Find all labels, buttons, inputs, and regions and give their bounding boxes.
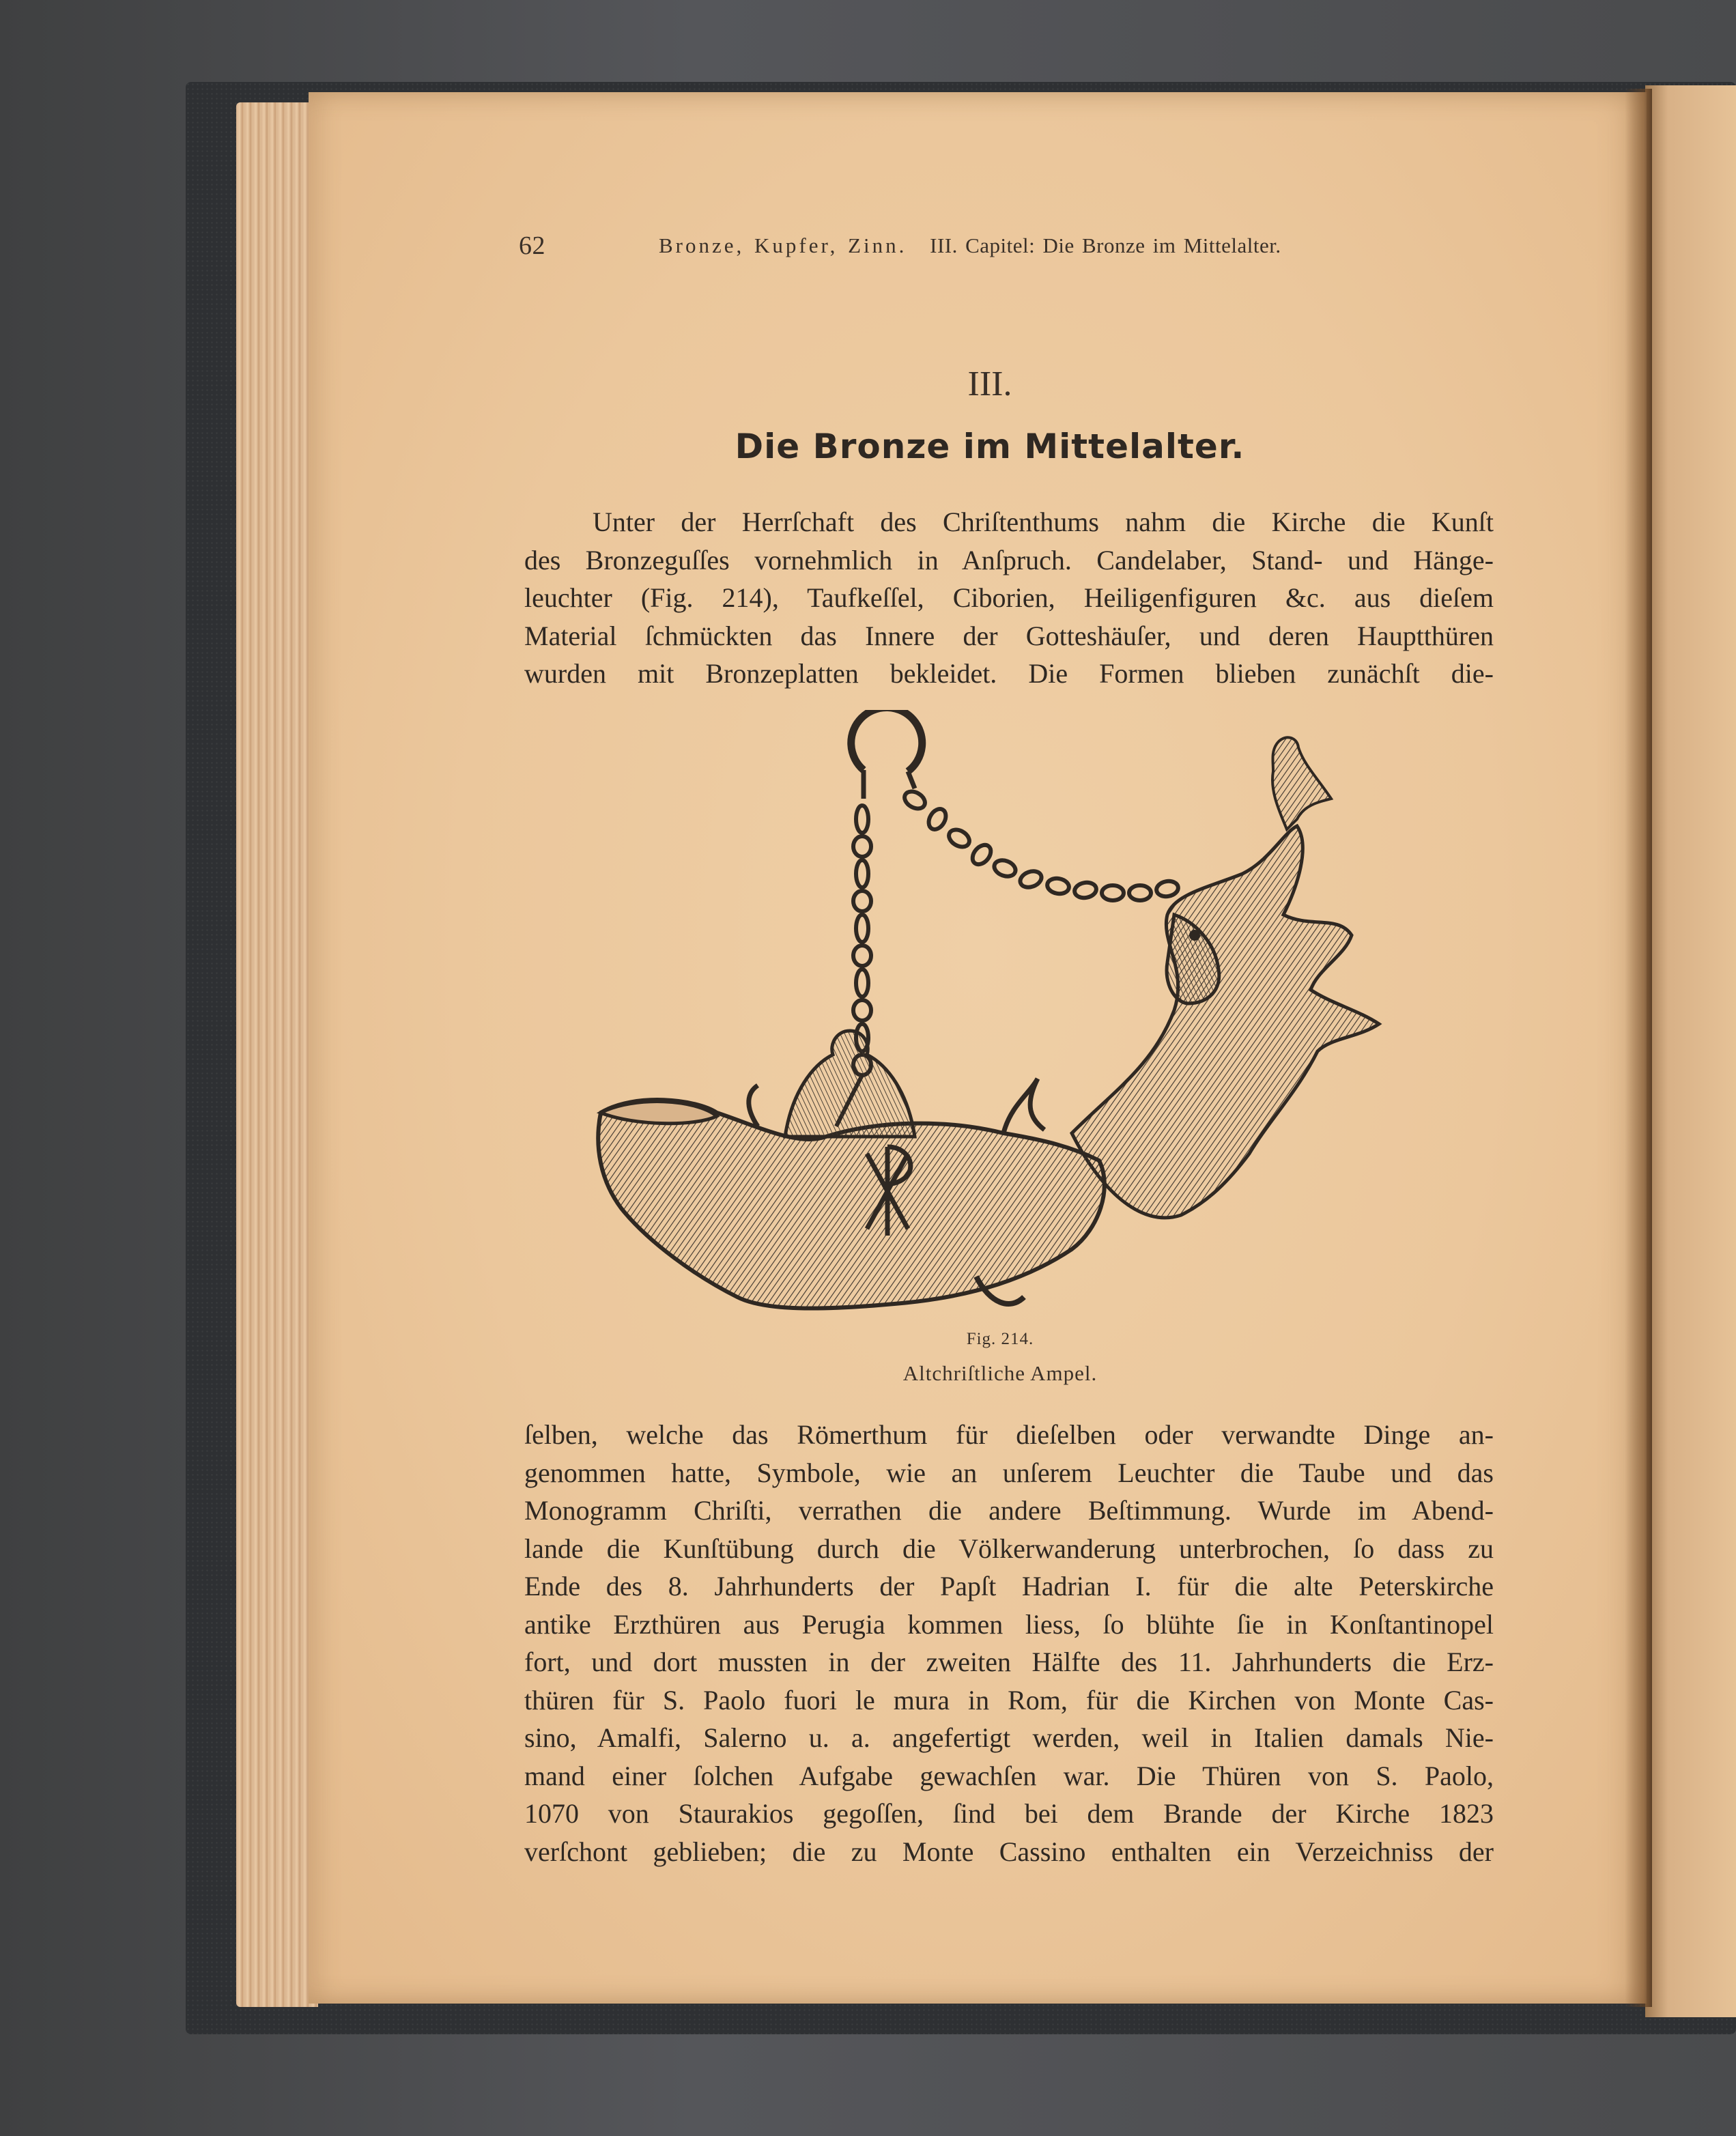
text-line: wurden mit Bronzeplatten bekleidet. Die Formen blieben zunächſt die-	[524, 658, 1494, 689]
page-edges	[236, 102, 318, 2007]
text-line: leuchter (Fig. 214), Taufkeſſel, Ciborien, Heiligenfiguren &c. aus dieſem	[524, 582, 1494, 613]
text-line: lande die Kunſtübung durch die Völkerwanderung unterbrochen, ſo dass zu	[524, 1533, 1494, 1564]
figure-caption: Altchriſtliche Ampel.	[902, 1361, 1098, 1385]
page-number: 62	[519, 231, 545, 260]
text-line: Unter der Herrſchaft des Chriſtenthums nahm die Kirche die Kunſt	[593, 507, 1494, 537]
text-line: sino, Amalfi, Salerno u. a. angefertigt werden, weil in Italien damals Nie-	[524, 1722, 1494, 1753]
text-line: thüren für S. Paolo fuori le mura in Rom, für die Kirchen von Monte Cas-	[524, 1684, 1494, 1715]
text-line: 1070 von Staurakios gegoſſen, ſind bei dem Brande der Kirche 1823	[524, 1798, 1494, 1829]
running-head-text	[659, 233, 1281, 258]
paragraph-1	[524, 503, 1494, 693]
hanging-lamp-illustration	[594, 710, 1399, 1352]
book-gutter	[1625, 89, 1652, 2007]
text-line: antike Erzthüren aus Perugia kommen liess, ſo blühte ſie in Konſtantinopel	[524, 1608, 1494, 1640]
text-line: genommen hatte, Symbole, wie an unſerem Leuchter die Taube und das	[524, 1457, 1494, 1488]
next-page-edge	[1645, 85, 1736, 2017]
running-head-title: Bronze, Kupfer, Zinn.	[659, 233, 907, 257]
chapter-number: III.	[967, 365, 1012, 403]
running-head-chapter: III. Capitel: Die Bronze im Mittelalter.	[930, 233, 1281, 257]
text-line: mand einer ſolchen Aufgabe gewachſen war. Die Thüren von S. Paolo,	[524, 1760, 1494, 1791]
text-line: Monogramm Chriſti, verrathen die andere Beſtimmung. Wurde im Abend-	[524, 1495, 1494, 1526]
text-line: fort, und dort mussten in der zweiten Hälfte des 11. Jahrhunderts die Erz-	[524, 1647, 1494, 1677]
lamp-body	[598, 1031, 1105, 1309]
text-line: des Bronzeguſſes vornehmlich in Anſpruch. Candelaber, Stand- und Hänge-	[524, 544, 1494, 575]
text-line: verſchont geblieben; die zu Monte Cassino enthalten ein Verzeichniss der	[524, 1836, 1494, 1867]
text-line: Ende des 8. Jahrhunderts der Papſt Hadrian I. für die alte Peterskirche	[524, 1571, 1494, 1601]
paragraph-2	[524, 1416, 1494, 1870]
diagonal-chain	[902, 788, 1180, 900]
chapter-title: Die Bronze im Mittelalter.	[735, 427, 1245, 466]
dove-figure	[1272, 737, 1331, 829]
figure-number: Fig. 214.	[966, 1330, 1034, 1348]
suspension-ring	[851, 710, 922, 799]
running-head	[519, 231, 1365, 272]
text-line: Material ſchmückten das Innere der Gotteshäuſer, und deren Hauptthüren	[524, 620, 1494, 651]
text-line: ſelben, welche das Römerthum für dieſelben oder verwandte Dinge an-	[524, 1419, 1494, 1450]
